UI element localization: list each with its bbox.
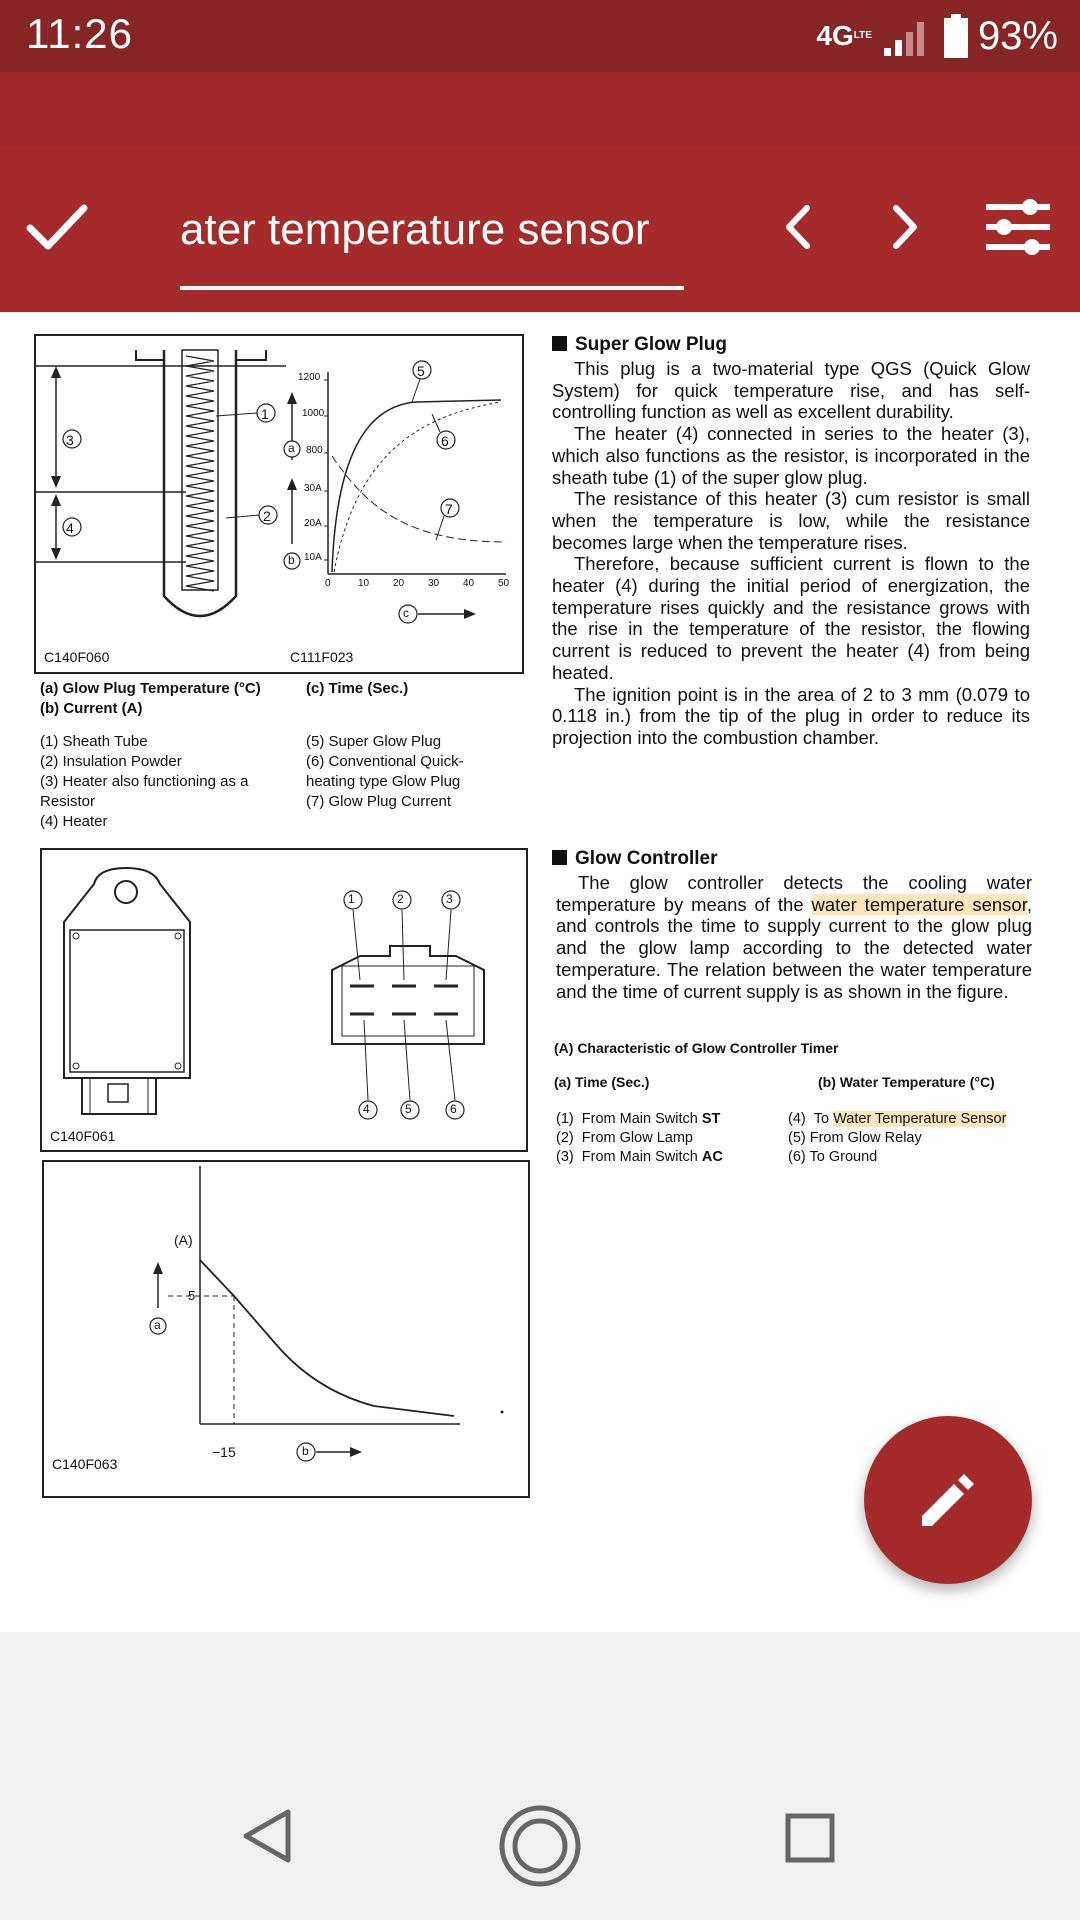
search-field[interactable] bbox=[180, 190, 684, 270]
section-title: Glow Controller bbox=[575, 848, 718, 869]
status-bar bbox=[0, 0, 1080, 72]
list-item bbox=[556, 1148, 723, 1167]
list-num: (3) bbox=[556, 1149, 574, 1165]
search-input[interactable]: ater temperature sensor bbox=[180, 205, 650, 254]
check-icon bbox=[22, 192, 92, 262]
text-run: The glow controller detects the cooling water temperature by means of the bbox=[556, 872, 1032, 915]
app-bar bbox=[0, 72, 1080, 312]
marker-b: b bbox=[288, 553, 295, 567]
paragraph: The ignition point is in the area of 2 to 3 mm (0.079 to 0.118 in.) from the tip of the plug in order to reduce its projection into the combustion chamber. bbox=[552, 683, 1030, 748]
legend-left bbox=[40, 732, 248, 832]
list-item: (5) From Glow Relay bbox=[788, 1130, 922, 1146]
legend-item: (3) Heater also functioning as a bbox=[40, 773, 249, 790]
legend-item: (7) Glow Plug Current bbox=[306, 793, 452, 810]
y-value: 5 bbox=[188, 1288, 196, 1303]
search-options-button[interactable] bbox=[980, 192, 1056, 262]
marker-1: 1 bbox=[261, 406, 269, 422]
tick-800: 800 bbox=[306, 445, 323, 456]
section-title: Super Glow Plug bbox=[575, 334, 728, 355]
status-icons bbox=[816, 10, 1058, 62]
section-body bbox=[552, 358, 1030, 749]
section-heading bbox=[552, 848, 718, 870]
bullet-square bbox=[552, 850, 567, 865]
text-run: , and controls the time to supply current to the glow plug and the glow lamp according to the detected water temperature. The relation between the water temperature and the time of current supply is as shown in the figure. bbox=[556, 893, 1032, 1002]
pin-3: 3 bbox=[446, 892, 453, 906]
battery-icon bbox=[944, 14, 968, 58]
legend-item: Resistor bbox=[40, 793, 96, 810]
search-highlight: water temperature sensor bbox=[811, 893, 1027, 915]
recents-button[interactable] bbox=[784, 1812, 836, 1869]
previous-match-button[interactable] bbox=[763, 192, 833, 262]
marker-2: 2 bbox=[263, 508, 271, 524]
marker-3: 3 bbox=[66, 432, 74, 448]
tick-x-20: 20 bbox=[393, 578, 405, 589]
pin-2: 2 bbox=[397, 892, 404, 906]
figure-timer-chart bbox=[42, 1160, 530, 1498]
marker-c: c bbox=[403, 606, 409, 620]
paragraph: The heater (4) connected in series to the heater (3), which also functions as the resistor, is incorporated in the sheath tube (1) of the super glow plug. bbox=[552, 423, 1030, 488]
marker-7: 7 bbox=[445, 501, 453, 517]
tick-x-30: 30 bbox=[428, 578, 440, 589]
list-num: (4) bbox=[788, 1111, 806, 1127]
list-bold: AC bbox=[701, 1149, 723, 1165]
figure-code: C111F023 bbox=[290, 649, 354, 665]
search-underline bbox=[180, 286, 684, 290]
signal-icon bbox=[882, 16, 934, 56]
legend-item: (2) Insulation Powder bbox=[40, 753, 182, 770]
list-item bbox=[556, 1110, 723, 1129]
status-time: 11:26 bbox=[26, 10, 133, 57]
legend-item: (1) Sheath Tube bbox=[40, 733, 148, 750]
back-button[interactable] bbox=[240, 1806, 294, 1871]
axis-caption-b: (b) Water Temperature (°C) bbox=[818, 1074, 995, 1090]
x-value: −15 bbox=[212, 1444, 236, 1460]
legend-item: (6) Conventional Quick- bbox=[306, 753, 464, 770]
tick-x-0: 0 bbox=[325, 578, 331, 589]
figure-code: C140F061 bbox=[50, 1128, 116, 1144]
list-num: (2) bbox=[556, 1130, 574, 1146]
legend-item: heating type Glow Plug bbox=[306, 773, 461, 790]
list-text: From Main Switch bbox=[581, 1149, 702, 1165]
list-text: From Main Switch bbox=[581, 1111, 702, 1127]
pin-list-left bbox=[556, 1110, 723, 1167]
system-nav-bar bbox=[0, 1632, 1080, 1920]
marker-6: 6 bbox=[441, 433, 449, 449]
done-button[interactable] bbox=[22, 192, 92, 262]
legend-item: (4) Heater bbox=[40, 813, 108, 830]
pin-list-right bbox=[788, 1110, 1006, 1167]
pin-5: 5 bbox=[405, 1102, 412, 1116]
timer-characteristic-chart bbox=[44, 1162, 528, 1496]
list-item: (6) To Ground bbox=[788, 1149, 878, 1165]
pencil-icon bbox=[914, 1466, 982, 1534]
legend-right bbox=[306, 732, 464, 812]
battery-percent: 93% bbox=[977, 13, 1058, 58]
caption-c: (c) Time (Sec.) bbox=[306, 680, 409, 697]
app-bar-band bbox=[0, 72, 1080, 145]
marker-5: 5 bbox=[417, 363, 425, 379]
marker-4: 4 bbox=[66, 520, 74, 536]
network-indicator bbox=[816, 22, 872, 50]
tick-x-40: 40 bbox=[463, 578, 475, 589]
network-sub: LTE bbox=[853, 30, 872, 41]
back-icon bbox=[240, 1806, 294, 1866]
label-A: (A) bbox=[174, 1232, 193, 1248]
caption-a: (a) Glow Plug Temperature (°C) bbox=[40, 680, 261, 697]
tick-20a: 20A bbox=[304, 518, 322, 529]
recents-icon bbox=[784, 1812, 836, 1864]
caption-b: (b) Current (A) bbox=[40, 700, 143, 717]
figure-caption: (A) Characteristic of Glow Controller Timer bbox=[554, 1040, 839, 1056]
search-highlight: Water Temperature Sensor bbox=[833, 1111, 1007, 1127]
list-item bbox=[788, 1110, 1006, 1129]
paragraph: The resistance of this heater (3) cum resistor is small when the temperature is low, while the resistance becomes large when the temperature rises. bbox=[552, 488, 1030, 553]
list-bold: ST bbox=[701, 1111, 721, 1127]
figure-code: C140F063 bbox=[52, 1456, 118, 1472]
tick-1000: 1000 bbox=[302, 408, 325, 419]
section-heading bbox=[552, 334, 727, 356]
x-marker: b bbox=[302, 1444, 309, 1458]
tick-x-10: 10 bbox=[358, 578, 370, 589]
paragraph: Therefore, because sufficient current is flown to the heater (4) during the initial period of energization, the temperature rises quickly and the resistance grows with the rise in the temperature of the resistor, the flowing current is reduced to prevent the heater (4) from being heated. bbox=[552, 553, 1030, 683]
list-text: From Glow Lamp bbox=[581, 1130, 693, 1146]
figure-code: C140F060 bbox=[44, 649, 110, 665]
bullet-square bbox=[552, 336, 567, 351]
next-match-button[interactable] bbox=[870, 192, 940, 262]
edit-fab-button[interactable] bbox=[864, 1416, 1032, 1584]
figure-glow-controller bbox=[40, 848, 528, 1152]
pin-4: 4 bbox=[363, 1102, 370, 1116]
tick-10a: 10A bbox=[304, 552, 322, 563]
home-icon bbox=[498, 1804, 582, 1888]
marker-a: a bbox=[288, 441, 295, 455]
tick-x-50: 50 bbox=[498, 578, 510, 589]
sliders-icon bbox=[980, 192, 1056, 262]
paragraph: This plug is a two-material type QGS (Quick Glow System) for quick temperature rise, and has self-controlling function as well as excellent durability. bbox=[552, 358, 1030, 423]
tick-1200: 1200 bbox=[298, 372, 321, 383]
axis-caption-a: (a) Time (Sec.) bbox=[554, 1074, 650, 1090]
tick-30a: 30A bbox=[304, 483, 322, 494]
list-num: (1) bbox=[556, 1111, 574, 1127]
chevron-left-icon bbox=[763, 192, 833, 262]
y-marker: a bbox=[154, 1318, 161, 1332]
chevron-right-icon bbox=[870, 192, 940, 262]
legend-item: (5) Super Glow Plug bbox=[306, 733, 442, 750]
paragraph bbox=[556, 872, 1032, 1002]
section-body bbox=[556, 872, 1032, 1002]
list-text: To bbox=[813, 1111, 834, 1127]
pin-1: 1 bbox=[348, 892, 355, 906]
home-button[interactable] bbox=[498, 1804, 582, 1893]
pin-6: 6 bbox=[450, 1102, 457, 1116]
network-type: 4G bbox=[816, 20, 854, 51]
list-item bbox=[556, 1129, 723, 1148]
figure-glow-plug bbox=[34, 334, 524, 674]
